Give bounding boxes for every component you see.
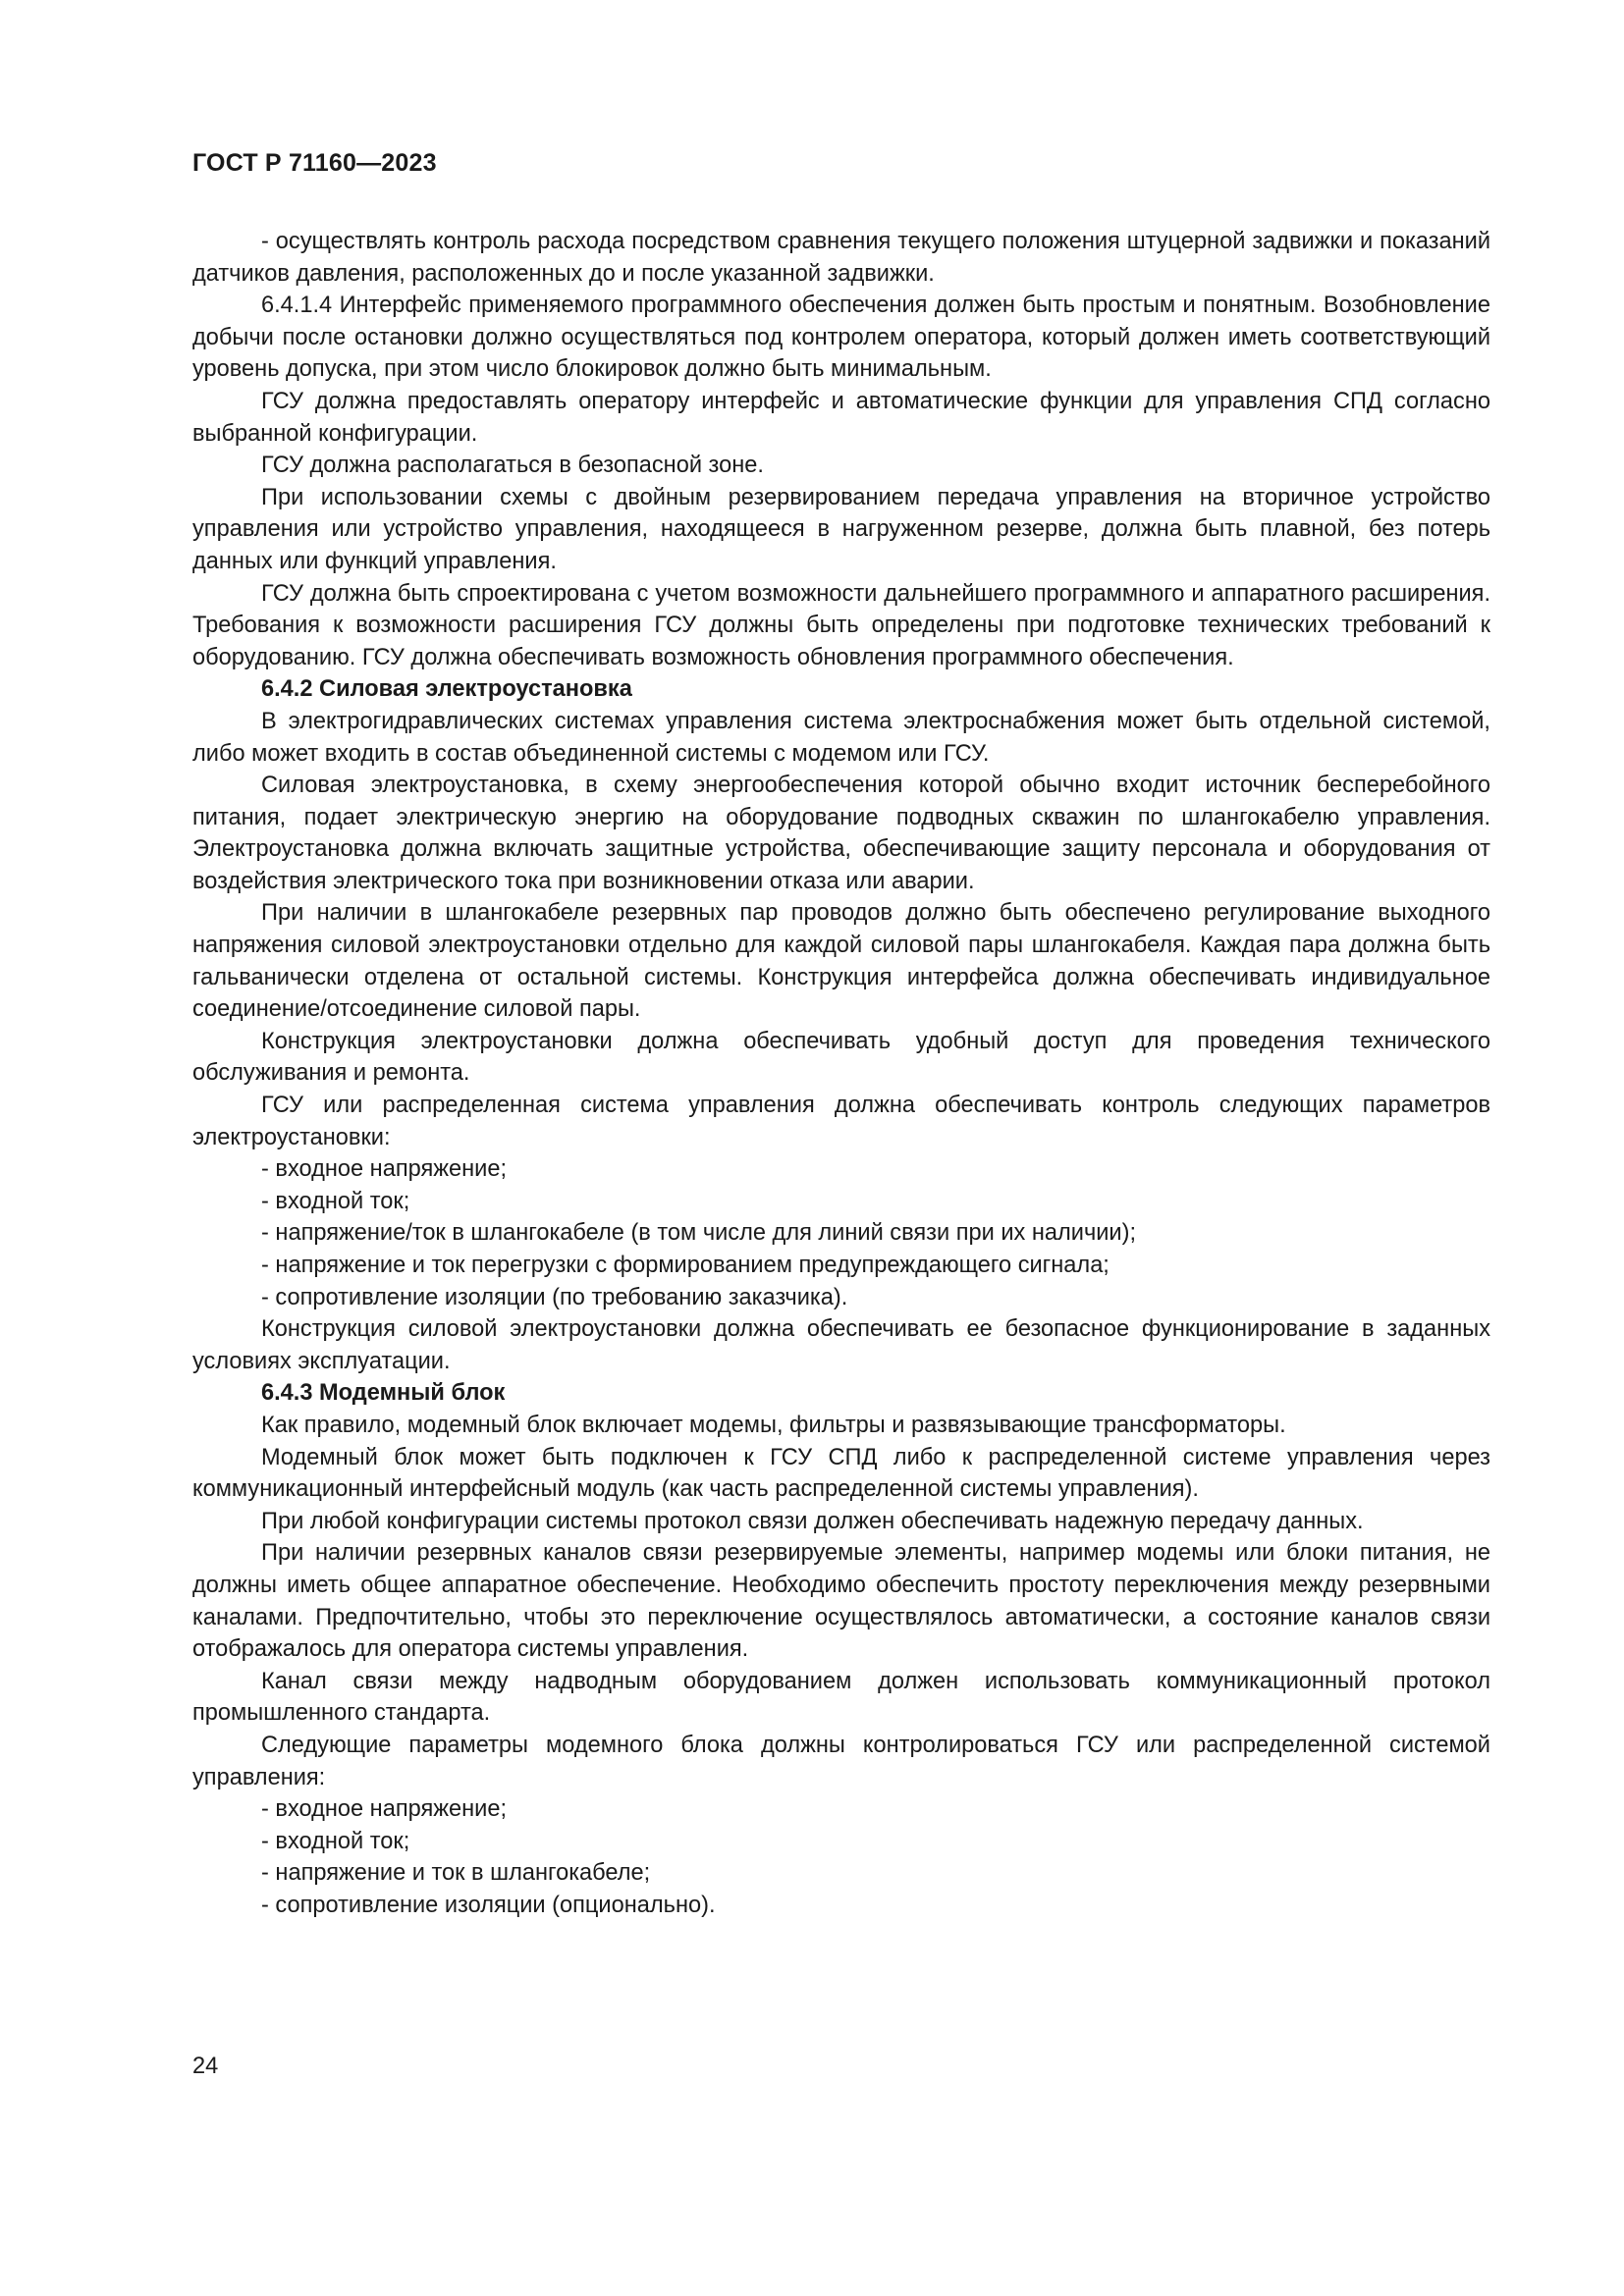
paragraph: При использовании схемы с двойным резервированием передача управления на вторичное устройство управления или устройство управления, находящееся в нагруженном резерве, должна быть плавной, без потерь данных или функций управления. <box>192 484 1490 574</box>
list-item: - входной ток; <box>192 1826 1490 1858</box>
paragraph: ГСУ должна предоставлять оператору интерфейс и автоматические функции для управления СПД согласно выбранной конфигурации. <box>192 388 1490 447</box>
paragraph: 6.4.1.4 Интерфейс применяемого программного обеспечения должен быть простым и понятным. Возобновление добычи после остановки должно осуществляться под контролем оператора, который должен иметь соответствующий уровень допуска, при этом число блокировок должно быть минимальным. <box>192 293 1490 383</box>
paragraph: ГСУ или распределенная система управления должна обеспечивать контроль следующих параметров электроустановки: <box>192 1093 1490 1150</box>
paragraph: Конструкция силовой электроустановки должна обеспечивать ее безопасное функционирование в заданных условиях эксплуатации. <box>192 1316 1490 1374</box>
section-heading: 6.4.2 Силовая электроустановка <box>261 676 632 703</box>
paragraph: В электрогидравлических системах управления система электроснабжения может быть отдельной системой, либо может входить в состав объединенной системы с модемом или ГСУ. <box>192 708 1490 767</box>
paragraph: Следующие параметры модемного блока должны контролироваться ГСУ или распределенной системой управления: <box>192 1732 1490 1790</box>
list-item: - входное напряжение; <box>192 1153 1490 1186</box>
paragraph: Канал связи между надводным оборудованием должен использовать коммуникационный протокол промышленного стандарта. <box>192 1668 1490 1727</box>
section-heading: 6.4.3 Модемный блок <box>261 1380 506 1407</box>
paragraph: ГСУ должна быть спроектирована с учетом возможности дальнейшего программного и аппаратного расширения. Требования к возможности расширения ГСУ должны быть определены при подготовке технических требований к оборудованию. ГСУ должна обеспечивать возможность обновления программного обеспечения. <box>192 580 1490 670</box>
parameter-list <box>192 1793 1490 1921</box>
page-body <box>192 226 1490 1921</box>
paragraph: Конструкция электроустановки должна обеспечивать удобный доступ для проведения технического обслуживания и ремонта. <box>192 1028 1490 1087</box>
paragraph: Как правило, модемный блок включает модемы, фильтры и развязывающие трансформаторы. <box>261 1412 1286 1438</box>
paragraph: Силовая электроустановка, в схему энергообеспечения которой обычно входит источник бесперебойного питания, подает электрическую энергию на оборудование подводных скважин по шлангокабелю управления. Электроустановка должна включать защитные устройства, обеспечивающие защиту персонала и оборудования от воздействия электрического тока при возникновении отказа или аварии. <box>192 773 1490 894</box>
parameter-list <box>192 1153 1490 1313</box>
list-item: - входной ток; <box>192 1186 1490 1218</box>
paragraph: ГСУ должна располагаться в безопасной зоне. <box>261 453 764 479</box>
list-item: - напряжение/ток в шлангокабеле (в том числе для линий связи при их наличии); <box>192 1217 1490 1250</box>
list-item: - сопротивление изоляции (по требованию заказчика). <box>192 1282 1490 1314</box>
paragraph: При наличии в шлангокабеле резервных пар проводов должно быть обеспечено регулирование выходного напряжения силовой электроустановки отдельно для каждой силовой пары шлангокабеля. Каждая пара должна быть гальванически отделена от остальной системы. Конструкция интерфейса должна обеспечивать индивидуальное соединение/отсоединение силовой пары. <box>192 900 1490 1023</box>
paragraph: Модемный блок может быть подключен к ГСУ СПД либо к распределенной системе управления через коммуникационный интерфейсный модуль (как часть распределенной системы управления). <box>192 1444 1490 1503</box>
document-header: ГОСТ Р 71160—2023 <box>192 149 437 177</box>
list-item: - входное напряжение; <box>192 1793 1490 1826</box>
list-item: - сопротивление изоляции (опционально). <box>192 1890 1490 1922</box>
paragraph: При любой конфигурации системы протокол связи должен обеспечивать надежную передачу данных. <box>261 1508 1364 1534</box>
page-number: 24 <box>192 2054 219 2079</box>
list-item: - напряжение и ток в шлангокабеле; <box>192 1857 1490 1890</box>
paragraph: - осуществлять контроль расхода посредством сравнения текущего положения штуцерной задвижки и показаний датчиков давления, расположенных до и после указанной задвижки. <box>192 229 1490 287</box>
list-item: - напряжение и ток перегрузки с формированием предупреждающего сигнала; <box>192 1250 1490 1282</box>
paragraph: При наличии резервных каналов связи резервируемые элементы, например модемы или блоки питания, не должны иметь общее аппаратное обеспечение. Необходимо обеспечить простоту переключения между резервными каналами. Предпочтительно, чтобы это переключение осуществлялось автоматически, а состояние каналов связи отображалось для оператора системы управления. <box>192 1540 1490 1663</box>
